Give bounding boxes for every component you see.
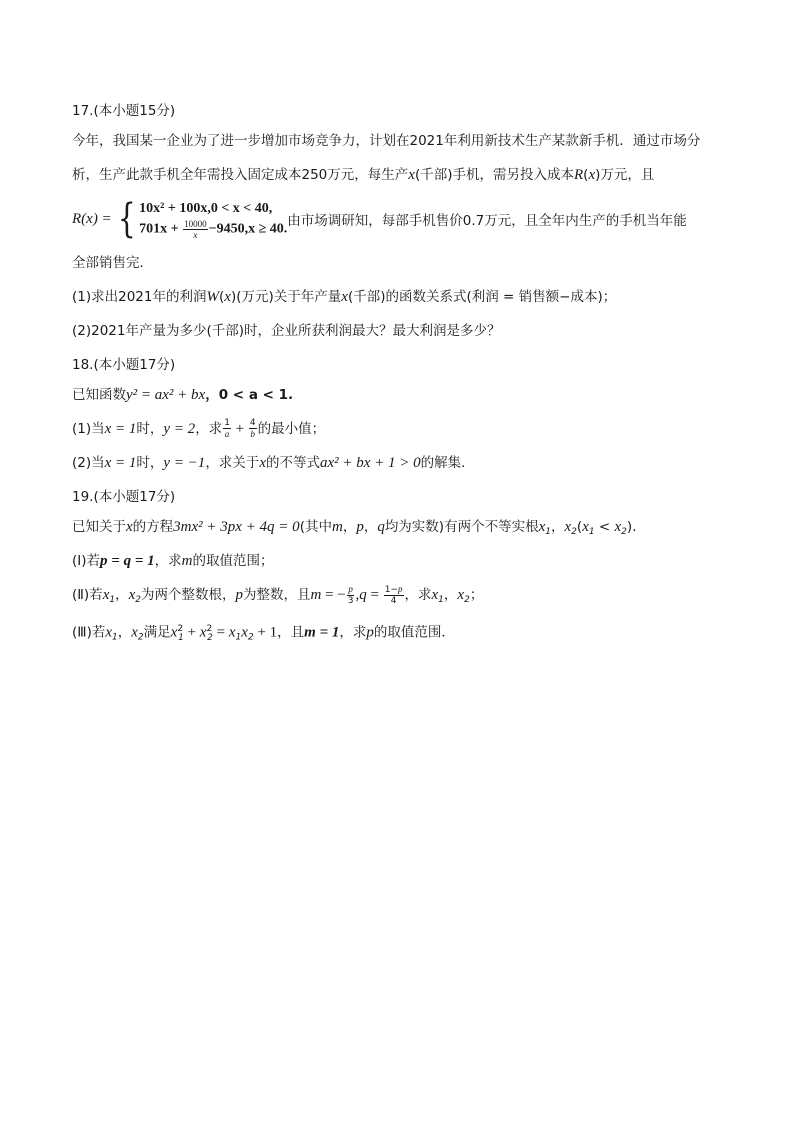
q19-header: 19.(本小题17分) (72, 489, 176, 505)
q19-part3: (Ⅲ)若$x_1$，$x_2$满足$x^2_1 + x^2_2 = x_1x_2 + 1$，且m = 1，求p的取值范围． (72, 624, 455, 643)
q17-paragraph-line3: 全部销售完． (72, 255, 153, 271)
case-1: 10x² + 100x,0 < x < 40, (139, 200, 273, 216)
q19-part1: (Ⅰ)若p = q = 1，求m的取值范围； (72, 553, 274, 569)
q18-part2: (2)当x = 1时，y = −1，求关于x的不等式ax² + bx + 1 > 0的解集． (72, 455, 475, 471)
q17-piecewise-function (72, 198, 722, 240)
q17-text: 万元，且 (600, 167, 655, 183)
brace-symbol: { (117, 196, 136, 242)
q17-text: (千部)手机，需另投入成本 (414, 167, 574, 183)
q17-part2: (2)2021年产量为多少(千部)时，企业所获利润最大？最大利润是多少？ (72, 323, 501, 339)
q17-paragraph-line2: 析，生产此款手机全年需投入固定成本250万元，每生产x(千部)手机，需另投入成本R(x)万元，且 (72, 167, 655, 183)
rx-label: R(x) = (72, 210, 112, 227)
q18-intro: 已知函数y² = ax² + bx，0 < a < 1. (72, 387, 294, 403)
piecewise-cases (139, 199, 287, 240)
document-page (72, 100, 722, 652)
q18-header: 18.(本小题17分) (72, 357, 176, 373)
q17-header: 17.(本小题15分) (72, 103, 176, 119)
q17-part1: (1)求出2021年的利润W(x)(万元)关于年产量x(千部)的函数关系式(利润 = 销售额−成本)； (72, 289, 617, 305)
q17-paragraph-line1: 今年，我国某一企业为了进一步增加市场竞争力，计划在2021年利用新技术生产某款新手机．通过市场分 (72, 133, 701, 149)
q17-text: 析，生产此款手机全年需投入固定成本250万元，每生产 (72, 167, 409, 183)
q17-after-cases: 由市场调研知，每部手机售价0.7万元，且全年内生产的手机当年能 (287, 213, 687, 229)
q19-intro: 已知关于x的方程3mx² + 3px + 4q = 0(其中m，p，q均为实数)有两个不等实根$x_1$，$x_2(x_1 < x_2)$． (72, 519, 646, 537)
q18-part1: (1)当x = 1时，y = 2，求 $\frac{1}{a}$ + $\frac{4}{b}$ 的最小值； (72, 418, 326, 439)
q19-part2: (Ⅱ)若$x_1$，$x_2$为两个整数根，p为整数，且m = − $\frac{p}{3}$ ,q = $\frac{1-p}{4}$ ，求$x_1$，$x_2$； (72, 584, 484, 606)
case-2: 701x + $\frac{10000}{x}$ −9450,x ≥ 40. (139, 218, 288, 240)
